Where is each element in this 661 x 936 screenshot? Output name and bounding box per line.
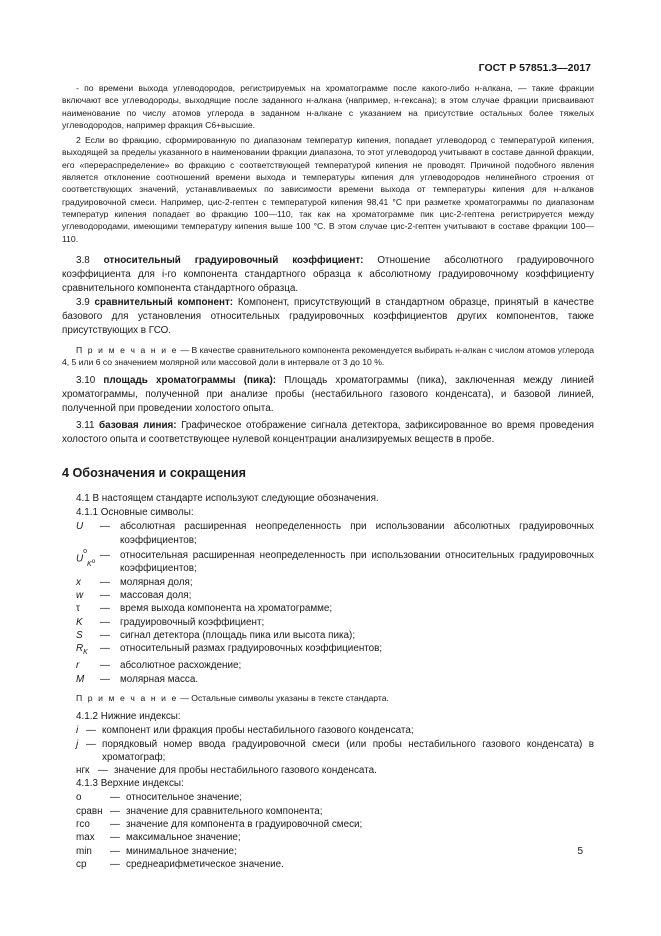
symbol-description: относительная расширенная неопределенность при использовании относительных градуировочных коэффициентов; bbox=[120, 550, 594, 575]
para-4-1-1: 4.1.1 Основные символы: bbox=[76, 507, 194, 519]
index-symbol: о bbox=[76, 792, 82, 804]
term-number: 3.9 bbox=[76, 296, 90, 308]
index-row bbox=[62, 831, 594, 844]
term-definition: Отношение абсолютного градуировочного коэффициента для i-го компонента стандартного образца к абсолютному градуировочному коэффициенту сравнительного компонента стандартного образца. bbox=[62, 254, 594, 294]
dash: — bbox=[100, 576, 110, 588]
term-3-11 bbox=[62, 419, 594, 447]
index-description: порядковый номер ввода градуировочной смеси (или пробы нестабильного газового конденсата) в хроматограф; bbox=[102, 738, 594, 763]
index-row bbox=[62, 791, 594, 804]
dash: — bbox=[110, 819, 120, 831]
index-row bbox=[62, 858, 594, 871]
symbol bbox=[62, 642, 100, 659]
index-symbol: гсо bbox=[76, 819, 90, 831]
symbol: τ bbox=[76, 603, 80, 615]
dash: — bbox=[100, 660, 110, 672]
dash: — bbox=[86, 738, 96, 750]
symbol-row bbox=[62, 616, 594, 629]
term-definition: Площадь хроматограммы (пика), заключенная между линией хроматограммы, полученной при анализе пробы (нестабильного газового конденсата), и базовой линией, полученной при проведении холостого опыта. bbox=[62, 375, 594, 415]
symbol-composite bbox=[76, 549, 95, 571]
para-4-1-2: 4.1.2 Нижние индексы: bbox=[76, 711, 181, 723]
symbol-row bbox=[62, 549, 594, 576]
term-number: 3.10 bbox=[76, 375, 96, 387]
term-name: базовая линия: bbox=[99, 420, 177, 432]
note-text: — Остальные символы указаны в тексте стандарта. bbox=[177, 692, 389, 703]
dash: — bbox=[100, 589, 110, 601]
index-symbol: min bbox=[76, 845, 92, 857]
dash: — bbox=[100, 603, 110, 615]
index-symbol: ср bbox=[76, 858, 87, 870]
index-symbol: нгк bbox=[76, 765, 90, 777]
index-symbol: max bbox=[76, 832, 95, 844]
index-row bbox=[62, 845, 594, 858]
term-definition: Графическое отображение сигнала детектора, зафиксированное во время проведения холостого опыта и соответствующее нулевой концентрации анализируемых веществ в пробе. bbox=[62, 420, 594, 446]
term-definition: Компонент, присутствующий в стандартном образце, принятый в качестве базового для установления относительных градуировочных коэффициентов других компонентов, также присутствующих в ГСО. bbox=[62, 296, 594, 336]
symbol: S bbox=[76, 629, 83, 641]
dash: — bbox=[86, 725, 96, 737]
term-3-9 bbox=[62, 296, 594, 338]
dash: — bbox=[100, 643, 110, 655]
dash: — bbox=[110, 832, 120, 844]
symbol-description: абсолютное расхождение; bbox=[120, 660, 242, 672]
upper-indices-list bbox=[62, 791, 594, 871]
symbol: r bbox=[76, 660, 80, 672]
dash: — bbox=[100, 521, 110, 533]
note-text: — В качестве сравнительного компонента рекомендуется выбирать н-алкан с числом атомов углерода 4, 5 или 6 со значением молярной или массовой доли в интервале от 3 до 10 %. bbox=[62, 344, 594, 368]
symbol-row bbox=[62, 589, 594, 602]
index-description: относительное значение; bbox=[126, 792, 242, 804]
symbol-sub-base: K bbox=[87, 561, 92, 569]
symbol-base: R bbox=[76, 643, 84, 655]
index-row bbox=[62, 805, 594, 818]
term-name: площадь хроматограммы (пика): bbox=[103, 375, 277, 387]
index-symbol: сравн bbox=[76, 805, 103, 817]
dash: — bbox=[110, 845, 120, 857]
term-3-8 bbox=[62, 254, 594, 296]
symbol-description: относительный размах градуировочных коэффициентов; bbox=[120, 643, 383, 655]
symbol-description: время выхода компонента на хроматограмме; bbox=[120, 603, 333, 615]
symbol-row bbox=[62, 576, 594, 589]
symbol-description: абсолютная расширенная неопределенность при использовании абсолютных градуировочных коэффициентов; bbox=[120, 521, 594, 546]
dash: — bbox=[100, 629, 110, 641]
symbol: x bbox=[76, 576, 81, 588]
index-symbol: j bbox=[76, 738, 79, 750]
symbol-row bbox=[62, 520, 594, 547]
index-description: значение для сравнительного компонента; bbox=[126, 805, 323, 817]
symbol: U bbox=[76, 521, 84, 533]
page-header-standard: ГОСТ Р 57851.3—2017 bbox=[478, 62, 591, 74]
term-number: 3.8 bbox=[76, 254, 90, 266]
term-name: относительный градуировочный коэффициент: bbox=[103, 254, 364, 266]
index-description: минимальное значение; bbox=[126, 845, 237, 857]
symbol-sub: K bbox=[83, 649, 88, 657]
index-description: значение для компонента в градуировочной смеси; bbox=[126, 819, 363, 831]
symbol-description: градуировочный коэффициент; bbox=[120, 616, 265, 628]
symbol-sub-sup: о bbox=[91, 559, 96, 566]
note-label: П р и м е ч а н и е bbox=[76, 344, 179, 355]
term-number: 3.11 bbox=[76, 420, 95, 432]
symbol-sup: о bbox=[83, 548, 88, 556]
main-symbols-list bbox=[62, 520, 594, 686]
dash: — bbox=[98, 765, 108, 777]
index-row bbox=[62, 818, 594, 831]
index-row bbox=[62, 724, 594, 737]
note-4-1-1 bbox=[62, 692, 594, 704]
symbol: K bbox=[76, 616, 83, 628]
symbol-row bbox=[62, 629, 594, 642]
symbol-row bbox=[62, 602, 594, 615]
index-description: среднеарифметическое значение. bbox=[126, 858, 284, 870]
index-description: компонент или фракция пробы нестабильного газового конденсата; bbox=[102, 725, 414, 737]
symbol-row bbox=[62, 673, 594, 686]
intro-paragraph-2: 2 Если во фракцию, сформированную по диапазонам температур кипения, попадает углеводород с температурой кипения, выходящей за пределы указанного в наименовании фракции диапазона, то этот углеводород учитывают в составе данной фракции, его «перераспределение» во фракцию с соответствующей температурой кипения не проводят. Причиной подобного явления является отклонение соотношений времени выхода и температуры кипения для углеводородов нелинейного строения от соответствующих значений, устанавливаемых по зависимости времени выхода от температуры кипения для н-алканов градуировочной смеси. Например, цис-2-гептен с температурой кипения 98,41 °С при разметке хроматограммы по диапазонам температур кипения попадает во фракцию 100—110, так как на хроматограмме пик цис-2-гептена регистрируется между углеводородами, имеющими температуру кипения выше 100 °С. В этом случае цис-2-гептен учитывают в составе фракции 100—110. bbox=[62, 135, 594, 244]
page-number: 5 bbox=[577, 846, 583, 857]
intro-paragraph-1: - по времени выхода углеводородов, регистрируемых на хроматограмме после какого-либо н-алкана, — такие фракции включают все углеводороды, выходящие после заданного н-алкана (например, н-гексана); в этом случае фракции присваивают наименование по числу атомов углерода в заданном н-алкане с указанием на присутствие остальных более тяжелых углеводородов, например фракция С6+высшие. bbox=[62, 83, 594, 130]
dash: — bbox=[100, 550, 110, 562]
note-3-9 bbox=[62, 344, 594, 369]
dash: — bbox=[110, 805, 120, 817]
note-label: П р и м е ч а н и е bbox=[76, 692, 178, 703]
symbol bbox=[62, 549, 100, 576]
symbol-sub bbox=[87, 561, 95, 568]
symbol: M bbox=[76, 673, 85, 685]
term-3-10 bbox=[62, 374, 594, 416]
dash: — bbox=[100, 673, 110, 685]
symbol-row bbox=[62, 659, 594, 672]
section-4-title: 4 Обозначения и сокращения bbox=[62, 466, 246, 481]
symbol: w bbox=[76, 589, 84, 601]
page-content bbox=[62, 82, 594, 871]
symbol-base: U bbox=[76, 553, 84, 565]
symbol-description: массовая доля; bbox=[120, 589, 192, 601]
dash: — bbox=[110, 858, 120, 870]
dash: — bbox=[110, 792, 120, 804]
symbol-row bbox=[62, 642, 594, 659]
index-symbol: i bbox=[76, 725, 79, 737]
symbol-description: молярная доля; bbox=[120, 576, 193, 588]
lower-indices-list bbox=[62, 724, 594, 777]
term-name: сравнительный компонент: bbox=[94, 296, 234, 308]
dash: — bbox=[100, 616, 110, 628]
para-4-1: 4.1 В настоящем стандарте используют следующие обозначения. bbox=[76, 493, 379, 505]
symbol-description: сигнал детектора (площадь пика или высота пика); bbox=[120, 629, 356, 641]
para-4-1-3: 4.1.3 Верхние индексы: bbox=[76, 778, 184, 790]
index-row bbox=[62, 764, 594, 777]
index-row bbox=[62, 738, 594, 765]
index-description: значение для пробы нестабильного газового конденсата. bbox=[114, 765, 377, 777]
symbol-description: молярная масса. bbox=[120, 673, 199, 685]
index-description: максимальное значение; bbox=[126, 832, 241, 844]
